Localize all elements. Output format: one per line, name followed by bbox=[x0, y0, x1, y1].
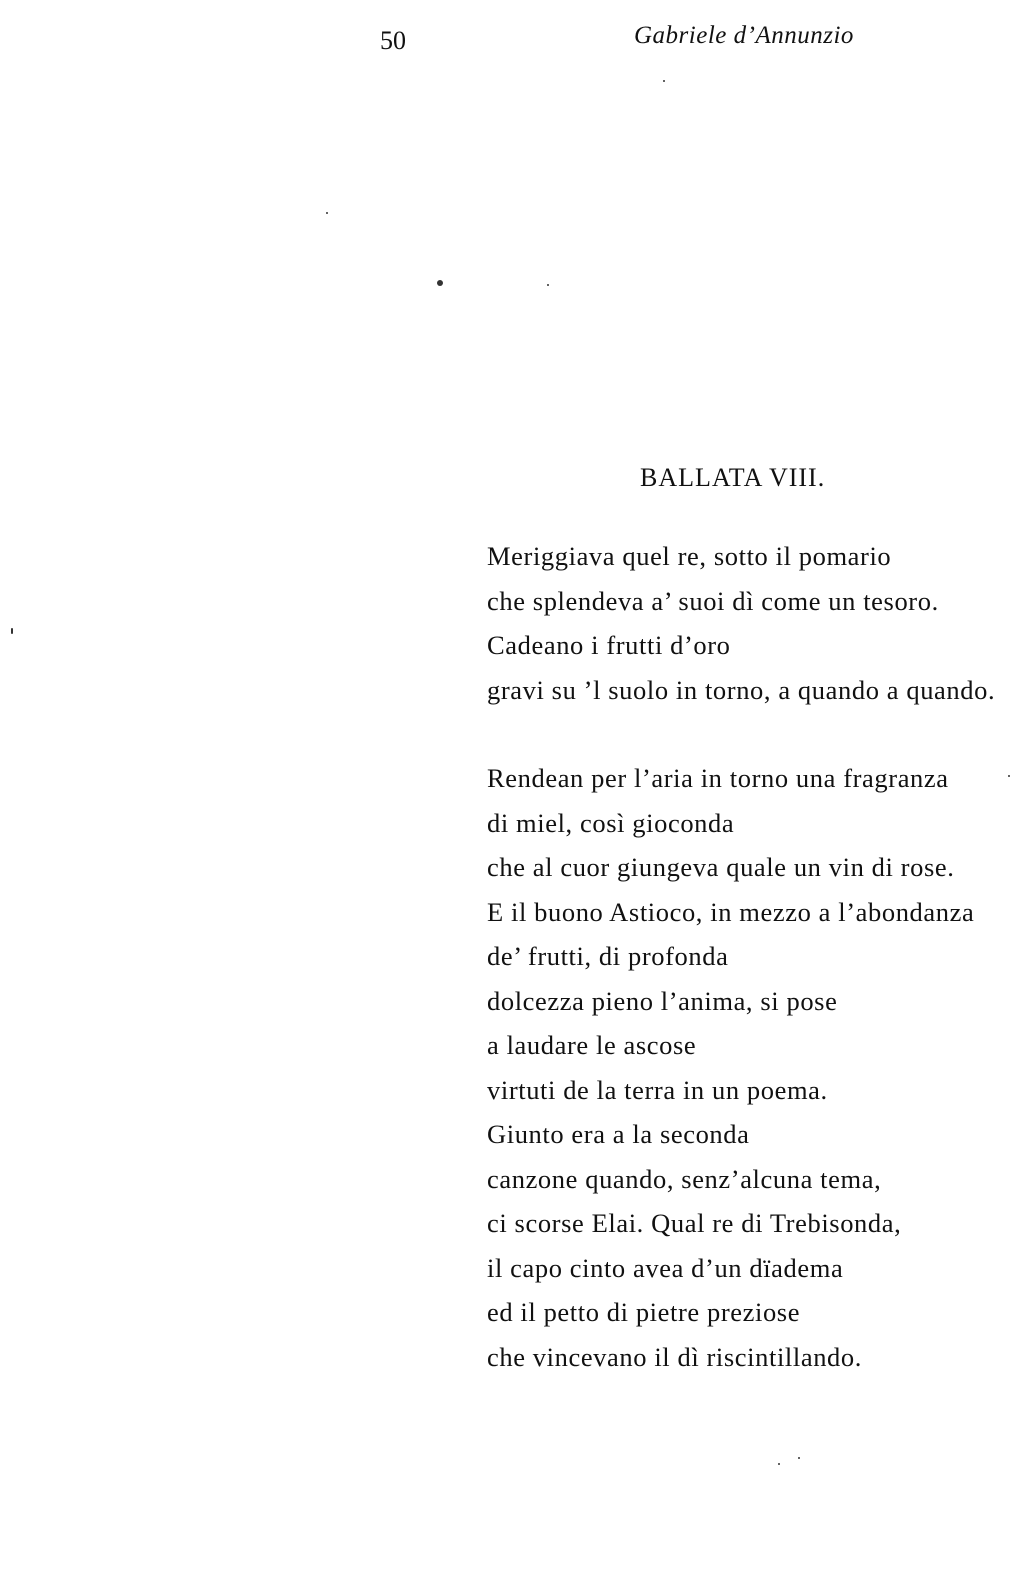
verse-line: de’ frutti, di profonda bbox=[487, 941, 729, 971]
verse-line: canzone quando, senz’alcuna tema, bbox=[487, 1163, 882, 1194]
scan-speck bbox=[326, 212, 328, 214]
verse-line: Meriggiava quel re, sotto il pomario bbox=[487, 541, 892, 571]
verse-line: che al cuor giungeva quale un vin di rose. bbox=[487, 852, 955, 882]
stanza-1 bbox=[487, 534, 995, 712]
running-head: Gabriele d’Annunzio bbox=[634, 22, 854, 49]
verse-line: gravi su ’l suolo in torno, a quando a quando. bbox=[487, 674, 996, 705]
verse-line: di miel, così gioconda bbox=[487, 807, 735, 838]
poem-title: BALLATA VIII. bbox=[640, 463, 826, 492]
verse-line: dolcezza pieno l’anima, si pose bbox=[487, 985, 838, 1016]
page-number: 50 bbox=[380, 26, 406, 55]
verse-line: ed il petto di pietre preziose bbox=[487, 1297, 801, 1327]
verse-line: Giunto era a la seconda bbox=[487, 1119, 750, 1149]
scan-speck bbox=[437, 280, 443, 286]
verse-line: virtuti de la terra in un poema. bbox=[487, 1074, 828, 1105]
verse-line: che vincevano il dì riscintillando. bbox=[487, 1341, 862, 1372]
scan-speck bbox=[778, 1463, 780, 1465]
scan-speck bbox=[547, 284, 549, 286]
stanza-2 bbox=[487, 756, 974, 1379]
scan-speck bbox=[11, 628, 13, 634]
scan-speck bbox=[798, 1457, 800, 1459]
verse-line: a laudare le ascose bbox=[487, 1030, 697, 1060]
verse-line: ci scorse Elai. Qual re di Trebisonda, bbox=[487, 1208, 902, 1238]
verse-line: Rendean per l’aria in torno una fragranza bbox=[487, 763, 949, 793]
verse-line: Cadeano i frutti d’oro bbox=[487, 630, 731, 660]
scan-speck bbox=[663, 80, 665, 82]
verse-line: che splendeva a’ suoi dì come un tesoro. bbox=[487, 585, 939, 616]
verse-line: E il buono Astioco, in mezzo a l’abondanza bbox=[487, 896, 975, 927]
scan-speck bbox=[1008, 775, 1010, 777]
verse-line: il capo cinto avea d’un dïadema bbox=[487, 1252, 844, 1283]
